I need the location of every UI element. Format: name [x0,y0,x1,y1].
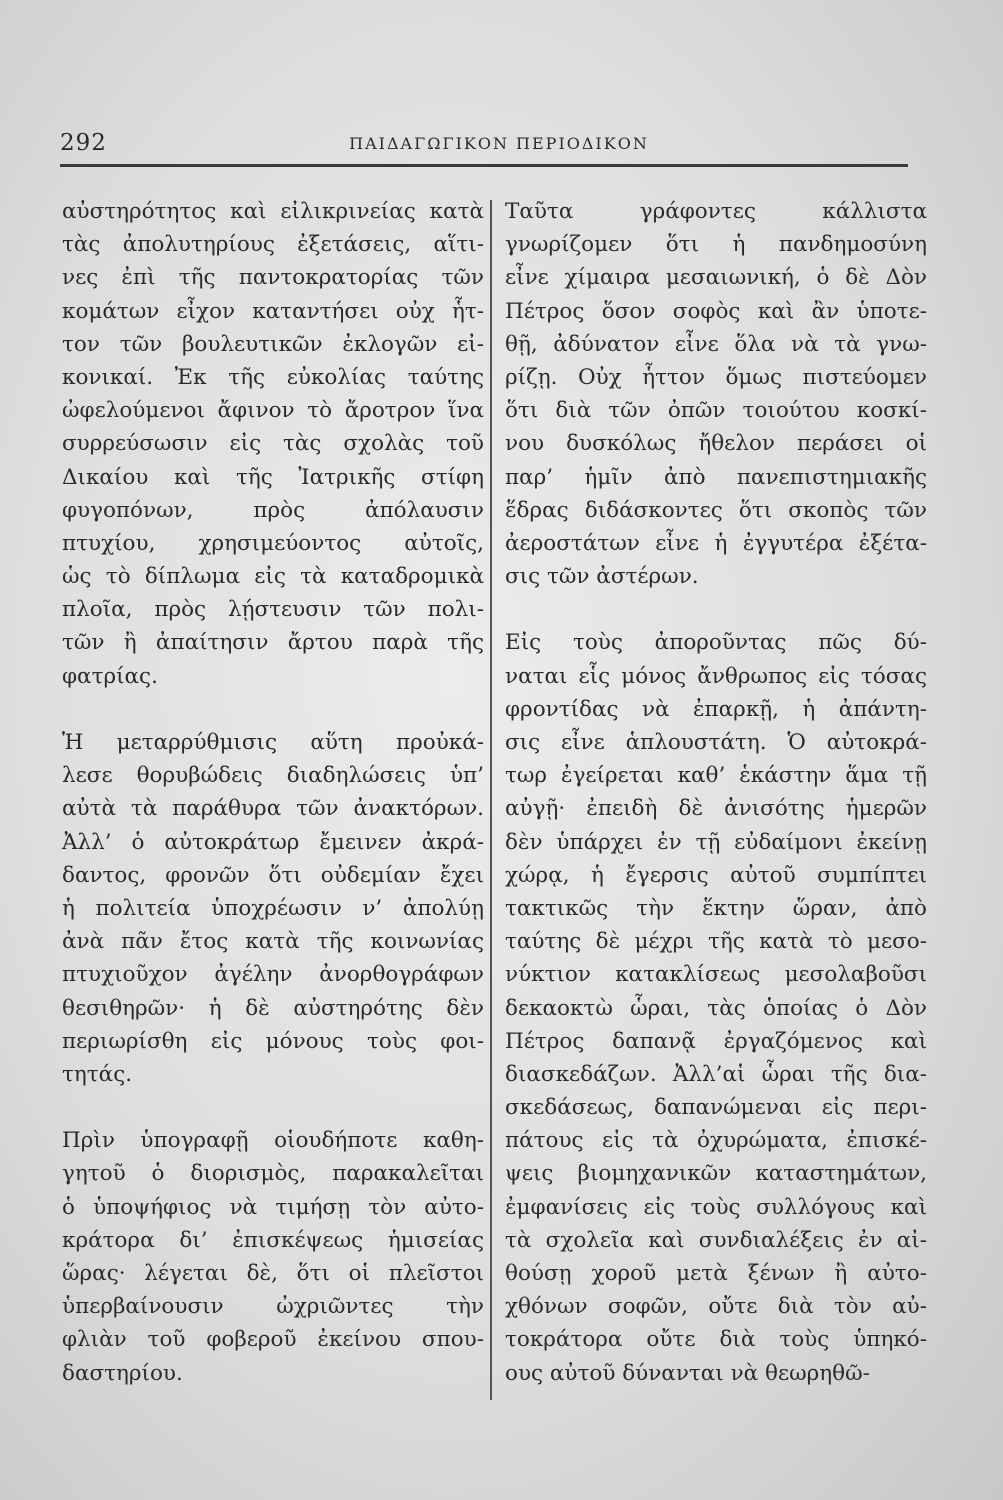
text-line: πτυχιοῦχον ἀγέλην ἀνορθογράφων [62,962,484,988]
text-line: τητάς. [62,1061,133,1087]
text-line: θούσῃ χοροῦ μετὰ ξένων ἢ αὐτο- [505,1261,927,1286]
text-line: τοκράτορα οὔτε διὰ τοὺς ὑπηκό- [505,1327,927,1353]
text-line: συρρεύσωσιν εἰς τὰς σχολὰς τοῦ [62,431,484,457]
text-line: γητοῦ ὁ διορισμὸς, παρακαλεῖται [62,1161,484,1187]
text-line: πάτους εἰς τὰ ὀχυρώματα, ἐπισκέ- [505,1128,927,1154]
text-line: Πρὶν ὑπογραφῇ οἱουδήποτε καθη- [62,1128,484,1154]
column-divider [490,200,492,1400]
text-line: πτυχίου, χρησιμεύοντος αὐτοῖς, [62,530,484,556]
text-line: ὑπερβαίνουσιν ὠχριῶντες τὴν [62,1294,484,1320]
text-line: χθόνων σοφῶν, οὔτε διὰ τὸν αὐ- [505,1294,927,1320]
paragraph [62,726,484,1091]
text-line: ψεις βιομηχανικῶν καταστημάτων, [505,1161,927,1187]
text-line: φατρίας. [62,663,158,689]
text-line: διασκεδάζων. Ἀλλ’αἱ ὧραι τῆς δια- [505,1061,927,1087]
text-line: φροντίδας νὰ ἐπαρκῇ, ἡ ἀπάντη- [505,696,927,722]
text-line: τον τῶν βουλευτικῶν ἐκλογῶν εἰ- [62,331,484,357]
text-line: ἐμφανίσεις εἰς τοὺς συλλόγους καὶ [505,1194,927,1220]
text-line: τῶν ἢ ἀπαίτησιν ἄρτου παρὰ τῆς [62,630,484,656]
text-line: ἡ πολιτεία ὑποχρέωσιν ν’ ἀπολύῃ [62,895,484,921]
text-line: ταύτης δὲ μέχρι τῆς κατὰ τὸ μεσο- [505,929,927,955]
paragraph [62,195,484,693]
paragraph [505,626,927,1389]
text-line: εἶνε χίμαιρα μεσαιωνική, ὁ δὲ Δὸν [505,265,927,291]
text-line: θῇ, ἀδύνατον εἶνε ὅλα νὰ τὰ γνω- [505,331,927,357]
page-number: 292 [60,130,107,156]
text-line: κράτορα δι’ ἐπισκέψεως ἡμισείας [62,1227,484,1253]
text-line: κονικαί. Ἐκ τῆς εὐκολίας ταύτης [62,364,484,390]
text-line: ὠφελούμενοι ἄφινον τὸ ἄροτρον ἵνα [62,398,484,424]
paragraph-gap [505,593,927,626]
text-line: νύκτιον κατακλίσεως μεσολαβοῦσι [505,962,927,988]
text-line: ἀνὰ πᾶν ἔτος κατὰ τῆς κοινωνίας [62,929,484,955]
text-line: νες ἐπὶ τῆς παντοκρατορίας τῶν [62,265,484,291]
text-line: δαστηρίου. [62,1360,183,1386]
text-line: τακτικῶς τὴν ἕκτην ὥραν, ἀπὸ [505,895,927,921]
text-line: ους αὐτοῦ δύνανται νὰ θεωρηθῶ- [505,1360,870,1386]
text-line: χώρᾳ, ἡ ἔγερσις αὐτοῦ συμπίπτει [505,862,927,888]
text-line: δαντος, φρονῶν ὅτι οὐδεμίαν ἔχει [62,862,484,888]
text-line: ὡς τὸ δίπλωμα εἰς τὰ καταδρομικὰ [62,564,484,590]
text-line: θεσιθηρῶν· ἡ δὲ αὐστηρότης δὲν [62,995,484,1021]
text-line: νου δυσκόλως ἤθελον περάσει οἱ [505,431,927,457]
text-line: Δικαίου καὶ τῆς Ἰατρικῆς στίφη [62,464,484,490]
text-line: Πέτρος δαπανᾷ ἐργαζόμενος καὶ [505,1028,927,1054]
text-line: ἀεροστάτων εἶνε ἡ ἐγγυτέρα ἐξέτα- [505,530,927,556]
right-column [505,195,927,1390]
text-line: περιωρίσθη εἰς μόνους τοὺς φοι- [62,1028,484,1054]
text-line: τὰ σχολεῖα καὶ συνδιαλέξεις ἐν αἰ- [505,1227,927,1253]
text-line: Ἀλλ’ ὁ αὐτοκράτωρ ἔμεινεν ἀκρά- [62,829,484,855]
text-line: αὐγῇ· ἐπειδὴ δὲ ἀνισότης ἡμερῶν [505,796,927,822]
page-header [60,130,908,160]
text-line: δεκαοκτὼ ὧραι, τὰς ὁποίας ὁ Δὸν [505,995,927,1021]
text-line: τὰς ἀπολυτηρίους ἐξετάσεις, αἵτι- [62,232,484,258]
text-line: σκεδάσεως, δαπανώμεναι εἰς περι- [505,1095,927,1121]
text-line: σις τῶν ἀστέρων. [505,564,699,590]
text-line: φυγοπόνων, πρὸς ἀπόλαυσιν [62,497,484,523]
text-line: αὐστηρότητος καὶ εἰλικρινείας κατὰ [62,199,484,224]
text-line: ναται εἷς μόνος ἄνθρωπος εἰς τόσας [505,663,927,689]
text-line: αὐτὰ τὰ παράθυρα τῶν ἀνακτόρων. [62,796,484,822]
text-line: γνωρίζομεν ὅτι ἡ πανδημοσύνη [505,232,927,258]
left-column [62,195,484,1390]
text-line: ρίζῃ. Οὐχ ἧττον ὅμως πιστεύομεν [505,364,927,390]
text-line: Ἡ μεταρρύθμισις αὕτη προὐκά- [62,730,484,755]
paragraph [505,195,927,593]
paragraph-gap [62,693,484,726]
running-title: ΠΑΙΔΑΓΩΓΙΚΟΝ ΠΕΡΙΟΔΙΚΟΝ [349,134,649,153]
text-line: Εἰς τοὺς ἀποροῦντας πῶς δύ- [505,630,927,656]
text-line: φλιὰν τοῦ φοβεροῦ ἐκείνου σπου- [62,1327,484,1353]
text-line: τωρ ἐγείρεται καθ’ ἑκάστην ἅμα τῇ [505,763,927,789]
header-rule [60,164,908,167]
paragraph-gap [62,1091,484,1124]
text-line: Ταῦτα γράφοντες κάλλιστα [505,199,927,224]
text-line: ὅτι διὰ τῶν ὀπῶν τοιούτου κοσκί- [505,398,927,424]
text-line: δὲν ὑπάρχει ἐν τῇ εὐδαίμονι ἐκείνῃ [505,829,927,855]
text-line: λεσε θορυβώδεις διαδηλώσεις ὑπ’ [62,763,484,789]
text-line: ὁ ὑποψήφιος νὰ τιμήσῃ τὸν αὐτο- [62,1194,484,1220]
text-line: Πέτρος ὅσον σοφὸς καὶ ἂν ὑποτε- [505,298,927,324]
text-line: ὥρας· λέγεται δὲ, ὅτι οἱ πλεῖστοι [62,1261,484,1286]
text-line: σις εἶνε ἁπλουστάτη. Ὁ αὐτοκρά- [505,730,927,755]
text-line: πλοῖα, πρὸς λῄστευσιν τῶν πολι- [62,597,484,623]
text-line: κομάτων εἶχον καταντήσει οὐχ ἧτ- [62,298,484,324]
paragraph [62,1124,484,1390]
text-line: ἕδρας διδάσκοντες ὅτι σκοπὸς τῶν [505,497,927,523]
text-line: παρ’ ἡμῖν ἀπὸ πανεπιστημιακῆς [505,464,927,490]
